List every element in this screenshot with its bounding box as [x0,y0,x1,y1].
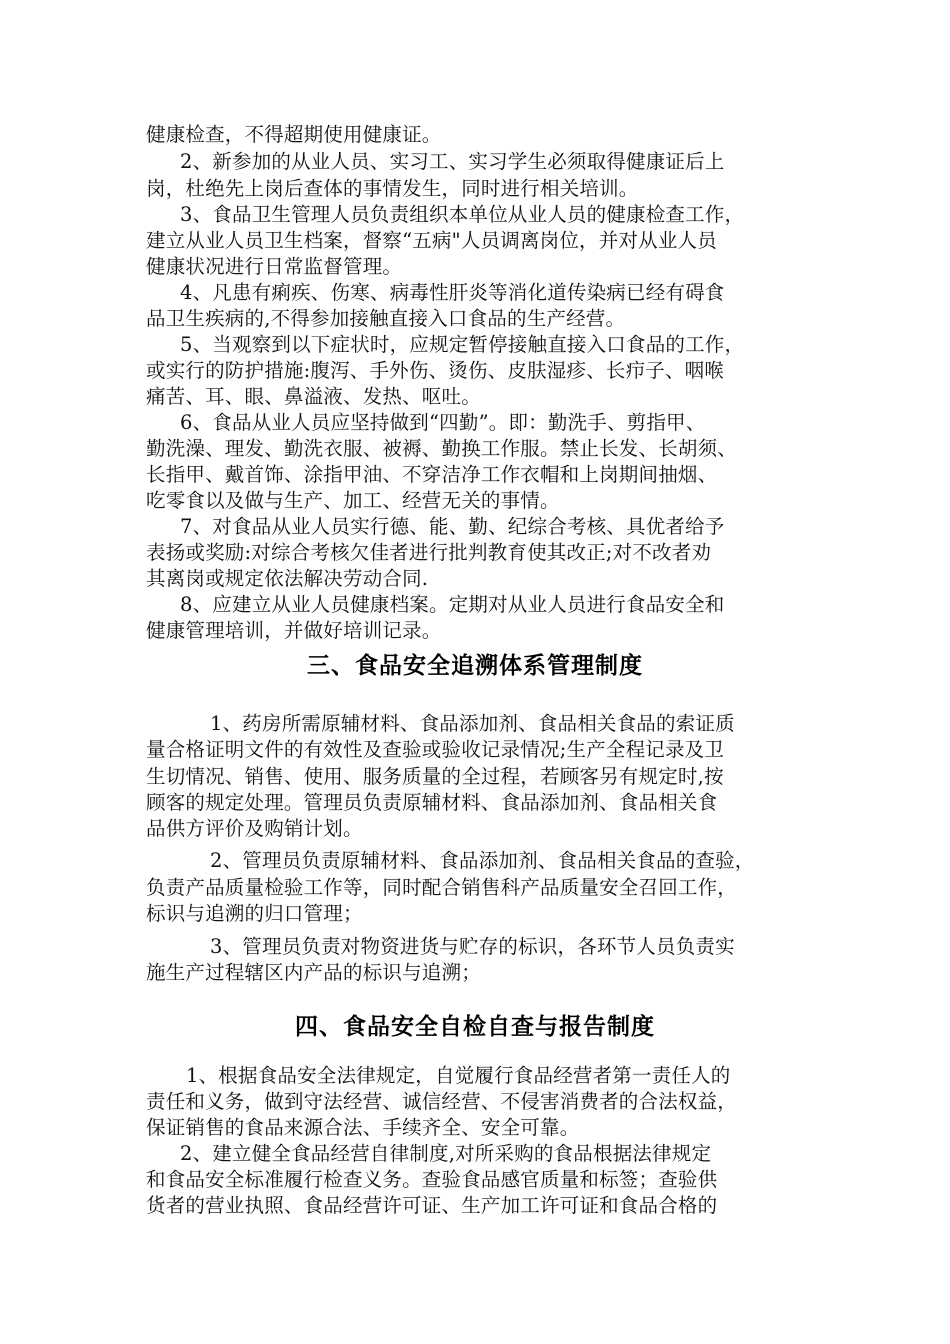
text-line: 吃零食以及做与生产、加工、经营无关的事情。 [146,489,560,512]
text-line: 3、食品卫生管理人员负责组织本单位从业人员的健康检查工作， [180,203,745,226]
text-line: 健康检查，不得超期使用健康证。 [146,123,442,146]
text-line: 和食品安全标准履行检查义务。查验食品感官质量和标签；查验供 [146,1168,718,1191]
text-line: 3、管理员负责对物资进货与贮存的标识，各环节人员负责实 [210,935,735,958]
text-line: 其离岗或规定依法解决劳动合同. [146,567,429,590]
text-line: 或实行的防护措施:腹泻、手外伤、烫伤、皮肤湿疹、长疖子、咽喉 [146,359,725,382]
text-line: 品供方评价及购销计划。 [146,817,363,840]
text-line: 保证销售的食品来源合法、手续齐全、安全可靠。 [146,1116,580,1139]
text-line: 顾客的规定处理。管理员负责原辅材料、食品添加剂、食品相关食 [146,791,718,814]
text-line: 量合格证明文件的有效性及查验或验收记录情况;生产全程记录及卫 [146,738,725,761]
text-line: 责任和义务，做到守法经营、诚信经营、不侵害消费者的合法权益， [146,1090,738,1113]
text-line: 5、当观察到以下症状时，应规定暂停接触直接入口食品的工作， [180,333,745,356]
text-line: 建立从业人员卫生档案，督察“五病"人员调离岗位，并对从业人员 [146,229,717,252]
text-line: 6、食品从业人员应坚持做到“四勤”。即：勤洗手、剪指甲、 [180,411,706,434]
text-line: 健康管理培训，并做好培训记录。 [146,619,442,642]
text-line: 表扬或奖励:对综合考核欠佳者进行批判教育使其改正;对不改者劝 [146,541,712,564]
text-line: 4、凡患有痢疾、伤寒、病毒性肝炎等消化道传染病已经有碍食 [180,281,725,304]
text-line: 2、建立健全食品经营自律制度,对所采购的食品根据法律规定 [180,1142,712,1165]
text-line: 2、新参加的从业人员、实习工、实习学生必须取得健康证后上 [180,150,725,173]
text-line: 8、应建立从业人员健康档案。定期对从业人员进行食品安全和 [180,593,725,616]
text-line: 长指甲、戴首饰、涂指甲油、不穿洁净工作衣帽和上岗期间抽烟、 [146,463,718,486]
text-line: 货者的营业执照、食品经营许可证、生产加工许可证和食品合格的 [146,1194,718,1217]
text-line: 岗，杜绝先上岗后查体的事情发生，同时进行相关培训。 [146,177,639,200]
text-line: 7、对食品从业人员实行德、能、勤、纪综合考核、具优者给予 [180,515,725,538]
text-line: 1、根据食品安全法律规定，自觉履行食品经营者第一责任人的 [186,1064,731,1087]
text-line: 施生产过程辖区内产品的标识与追溯； [146,961,481,984]
text-line: 负责产品质量检验工作等，同时配合销售科产品质量安全召回工作， [146,876,738,899]
text-line: 健康状况进行日常监督管理。 [146,255,403,278]
text-line: 痛苦、耳、眼、鼻溢液、发热、呕吐。 [146,385,481,408]
text-line: 生切情况、销售、使用、服务质量的全过程，若顾客另有规定时,按 [146,765,724,788]
text-line: 勤洗澡、理发、勤洗衣服、被褥、勤换工作服。禁止长发、长胡须、 [146,437,738,460]
section-heading: 三、食品安全追溯体系管理制度 [307,653,643,679]
text-line: 1、药房所需原辅材料、食品添加剂、食品相关食品的索证质 [210,712,735,735]
text-line: 标识与追溯的归口管理； [146,902,363,925]
text-line: 品卫生疾病的,不得参加接触直接入口食品的生产经营。 [146,307,626,330]
section-heading: 四、食品安全自检自查与报告制度 [295,1014,655,1040]
text-line: 2、管理员负责原辅材料、食品添加剂、食品相关食品的查验， [210,849,755,872]
